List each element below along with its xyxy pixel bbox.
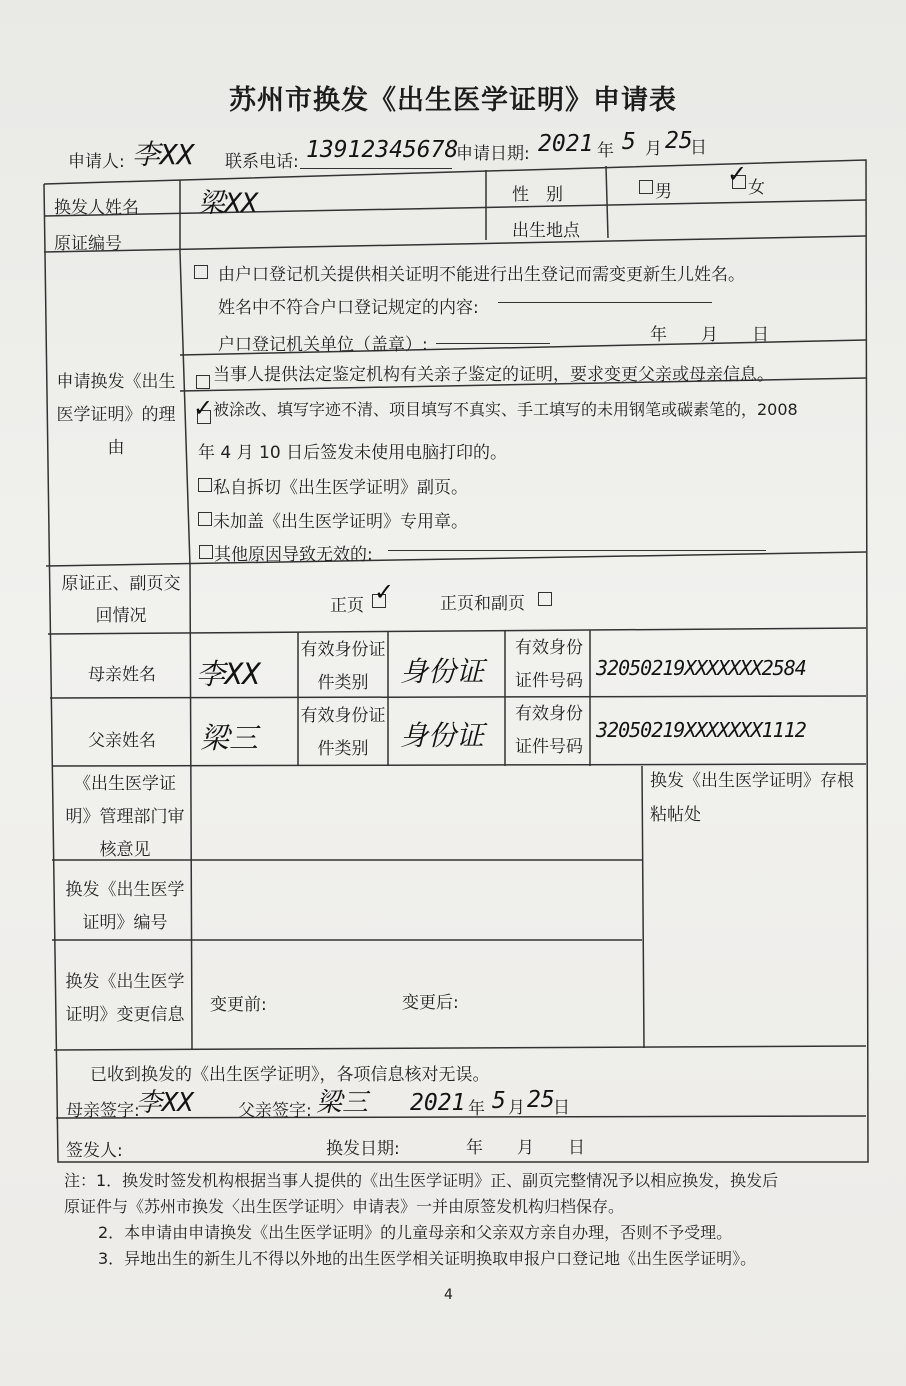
mother-id-type-label: 有效身份证件类别 xyxy=(300,640,386,693)
applicant-label: 申请人: xyxy=(68,152,125,172)
issue-date-blank: 年 月 日 xyxy=(466,1138,585,1158)
form-title: 苏州市换发《出生医学证明》申请表 xyxy=(229,85,677,116)
father-sign: 梁三 xyxy=(316,1088,369,1118)
reason1-sub2-blank xyxy=(436,343,550,344)
gender-label: 性 别 xyxy=(512,185,563,205)
phone-label: 联系电话: xyxy=(225,152,299,172)
mother-id-type: 身份证 xyxy=(400,655,485,688)
mother-id-no: 32050219XXXXXXX2584 xyxy=(596,656,806,680)
confirm-year-unit: 年 xyxy=(468,1099,485,1119)
page-number: 4 xyxy=(444,1287,453,1303)
father-label: 父亲姓名 xyxy=(88,731,156,751)
returned-opt2-checkbox[interactable] xyxy=(538,592,552,606)
reason1-text: 由户口登记机关提供相关证明不能进行出生登记而需变更新生儿姓名。 xyxy=(218,265,745,285)
note-3: 3．异地出生的新生儿不得以外地的出生医学相关证明换取申报户口登记地《出生医学证明》。 xyxy=(98,1249,757,1268)
returned-opt2: 正页和副页 xyxy=(440,594,525,614)
change-after-label: 变更后: xyxy=(402,993,459,1013)
reason3-text-line2: 年 4 月 10 日后签发未使用电脑打印的。 xyxy=(198,443,508,463)
date-label: 申请日期: xyxy=(456,144,530,164)
female-label: 女 xyxy=(748,178,765,198)
name-value: 梁XX xyxy=(198,188,258,219)
issue-date-label: 换发日期: xyxy=(326,1139,400,1159)
confirm-year: 2021 xyxy=(410,1090,466,1116)
reason1-date: 年 月 日 xyxy=(650,325,769,345)
date-year-unit: 年 xyxy=(597,141,614,161)
reason4-text: 私自拆切《出生医学证明》副页。 xyxy=(213,478,468,498)
stub-label: 换发《出生医学证明》存根粘帖处 xyxy=(650,771,854,825)
reason4-checkbox[interactable] xyxy=(198,478,212,492)
father-id-type-label: 有效身份证件类别 xyxy=(300,706,386,759)
change-before-label: 变更前: xyxy=(210,995,267,1015)
confirm-text: 已收到换发的《出生医学证明》，各项信息核对无误。 xyxy=(90,1065,490,1085)
note-1b: 原证件与《苏州市换发〈出生医学证明〉申请表》一并由原签发机构归档保存。 xyxy=(64,1197,625,1216)
phone-value: 13912345678 xyxy=(306,137,459,163)
issuer-label: 签发人: xyxy=(66,1141,123,1161)
father-sign-label: 父亲签字: xyxy=(238,1101,312,1121)
note-1a: 注：1．换发时签发机构根据当事人提供的《出生医学证明》正、副页完整情况予以相应换发，换发后 xyxy=(64,1171,779,1190)
date-month: 5 xyxy=(622,129,636,155)
birthplace-label: 出生地点 xyxy=(512,221,580,241)
father-id-type: 身份证 xyxy=(400,719,485,752)
reason5-text: 未加盖《出生医学证明》专用章。 xyxy=(213,512,468,532)
mother-sign-label: 母亲签字: xyxy=(66,1101,140,1121)
reason3-check-mark: ✓ xyxy=(193,394,214,422)
confirm-month-unit: 月 xyxy=(508,1098,525,1118)
returned-label: 原证正、副页交回情况 xyxy=(61,574,181,626)
confirm-day-unit: 日 xyxy=(553,1098,570,1118)
father-id-no-label: 有效身份证件号码 xyxy=(515,704,583,757)
reason6-checkbox[interactable] xyxy=(199,545,213,559)
mother-label: 母亲姓名 xyxy=(88,665,156,685)
new-no-label: 换发《出生医学证明》编号 xyxy=(65,880,185,933)
mother-name: 李XX xyxy=(196,657,260,691)
reason1-sub2: 户口登记机关单位（盖章）: xyxy=(218,335,428,355)
returned-opt1: 正页 xyxy=(330,596,364,616)
confirm-day: 25 xyxy=(527,1087,555,1113)
reason5-checkbox[interactable] xyxy=(198,512,212,526)
date-day: 25 xyxy=(665,128,693,154)
male-label: 男 xyxy=(655,182,672,202)
reason1-sub1: 姓名中不符合户口登记规定的内容: xyxy=(218,298,479,318)
reason1-sub1-blank xyxy=(498,302,712,303)
date-year: 2021 xyxy=(538,131,594,157)
reason2-text: 当事人提供法定鉴定机构有关亲子鉴定的证明，要求变更父亲或母亲信息。 xyxy=(213,365,774,385)
male-checkbox[interactable] xyxy=(639,180,653,194)
reason6-blank xyxy=(388,550,766,551)
female-check-mark: ✓ xyxy=(727,160,748,188)
mother-sign: 李XX xyxy=(136,1088,194,1118)
confirm-month: 5 xyxy=(492,1088,506,1114)
reason1-checkbox[interactable] xyxy=(194,265,208,279)
name-label: 换发人姓名 xyxy=(54,198,139,218)
mother-id-no-label: 有效身份证件号码 xyxy=(515,638,583,691)
date-day-unit: 日 xyxy=(690,138,707,158)
note-2: 2．本申请由申请换发《出生医学证明》的儿童母亲和父亲双方亲自办理，否则不予受理。 xyxy=(98,1223,733,1242)
applicant-value: 李XX xyxy=(132,138,194,171)
review-label: 《出生医学证明》管理部门审核意见 xyxy=(65,774,185,860)
date-month-unit: 月 xyxy=(645,139,662,159)
father-id-no: 32050219XXXXXXX1112 xyxy=(596,718,806,742)
reason3-text-line1: 被涂改、填写字迹不清、项目填写不真实、手工填写的未用钢笔或碳素笔的，2008 xyxy=(213,400,798,419)
orig-no-label: 原证编号 xyxy=(54,234,122,254)
returned-opt1-check-mark: ✓ xyxy=(374,578,395,606)
reason-label: 申请换发《出生医学证明》的理由 xyxy=(56,372,176,458)
reason2-checkbox[interactable] xyxy=(196,375,210,389)
father-name: 梁三 xyxy=(200,721,259,755)
change-label: 换发《出生医学证明》变更信息 xyxy=(65,972,185,1025)
reason6-text: 其他原因导致无效的: xyxy=(214,545,373,565)
